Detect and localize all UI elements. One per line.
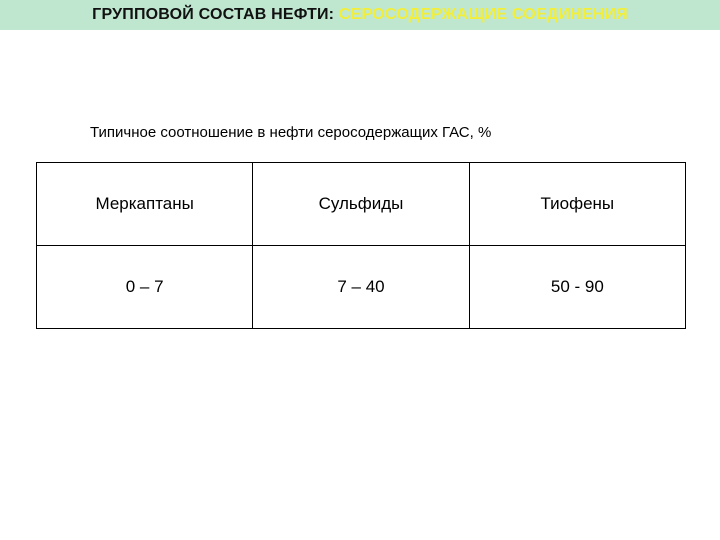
header-cell-mercaptans: Меркаптаны <box>37 163 253 246</box>
header-cell-thiophenes: Тиофены <box>469 163 685 246</box>
header-cell-sulfides: Сульфиды <box>253 163 469 246</box>
value-cell-sulfides: 7 – 40 <box>253 246 469 329</box>
slide-title <box>92 6 628 24</box>
table-header-row <box>37 163 686 246</box>
table-caption: Типичное соотношение в нефти серосодержащих ГАС, % <box>90 124 492 141</box>
value-cell-thiophenes: 50 - 90 <box>469 246 685 329</box>
value-cell-mercaptans: 0 – 7 <box>37 246 253 329</box>
title-bar <box>0 0 720 30</box>
title-main-text: ГРУППОВОЙ СОСТАВ НЕФТИ: <box>92 6 339 23</box>
table-value-row <box>37 246 686 329</box>
title-highlight-text: СЕРОСОДЕРЖАЩИЕ СОЕДИНЕНИЯ <box>338 6 628 23</box>
sulfur-compounds-table <box>36 162 686 329</box>
